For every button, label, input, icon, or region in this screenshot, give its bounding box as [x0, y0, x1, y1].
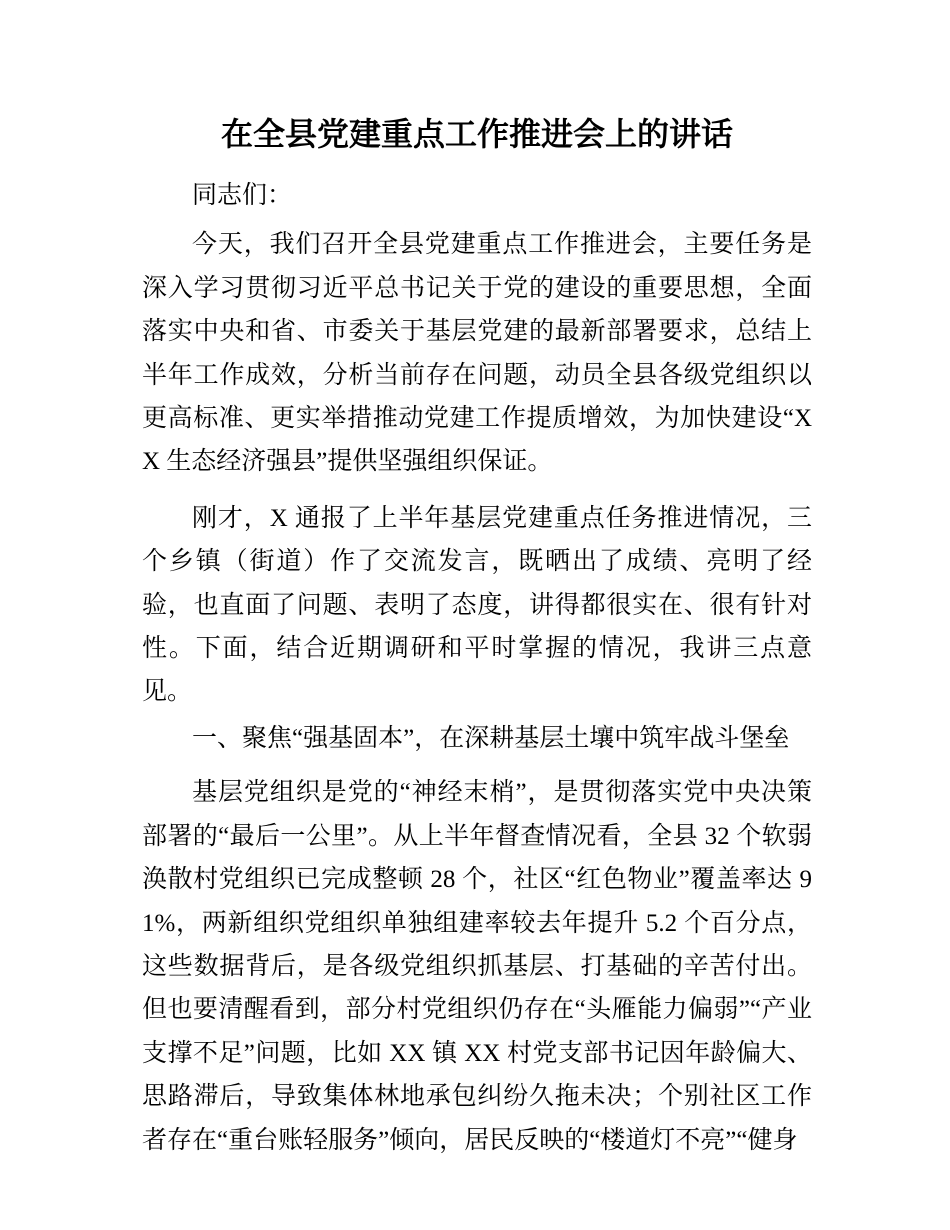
paragraph-opening: 今天，我们召开全县党建重点工作推进会，主要任务是深入学习贯彻习近平总书记关于党的建设的重要思想，全面落实中央和省、市委关于基层党建的最新部署要求，总结上半年工作成效，分析当前存在问题，动员全县各级党组织以更高标准、更实举措推动党建工作提质增效，为加快建设“XX 生态经济强县”提供坚强组织保证。: [142, 231, 812, 476]
paragraph-briefing-summary: 刚才，X 通报了上半年基层党建重点任务推进情况，三个乡镇（街道）作了交流发言，既晒出了成绩、亮明了经验，也直面了问题、表明了态度，讲得都很实在、很有针对性。下面，结合近期调研和平时掌握的情况，我讲三点意见。: [142, 504, 812, 706]
document-title: 在全县党建重点工作推进会上的讲话: [220, 116, 733, 152]
paragraph-grassroots-organization: 基层党组织是党的“神经末梢”，是贯彻落实党中央决策部署的“最后一公里”。从上半年督查情况看，全县 32 个软弱涣散村党组织已完成整顿 28 个，社区“红色物业”覆盖率达 91%，两新组织党组织单独组建率较去年提升 5.2 个百分点，这些数据背后，是各级党组织抓基层、打基础的辛苦付出。但也要清醒看到，部分村党组织仍存在“头雁能力偏弱”“产业支撑不足”问题，比如 XX 镇 XX 村党支部书记因年龄偏大、思路滞后，导致集体林地承包纠纷久拖未决；个别社区工作者存在“重台账轻服务”倾向，居民反映的“楼道灯不亮”“健身: [142, 779, 812, 1154]
salutation: 同志们：: [192, 182, 293, 209]
section-heading-1: 一、聚焦“强基固本”，在深耕基层土壤中筑牢战斗堡垒: [192, 724, 790, 752]
